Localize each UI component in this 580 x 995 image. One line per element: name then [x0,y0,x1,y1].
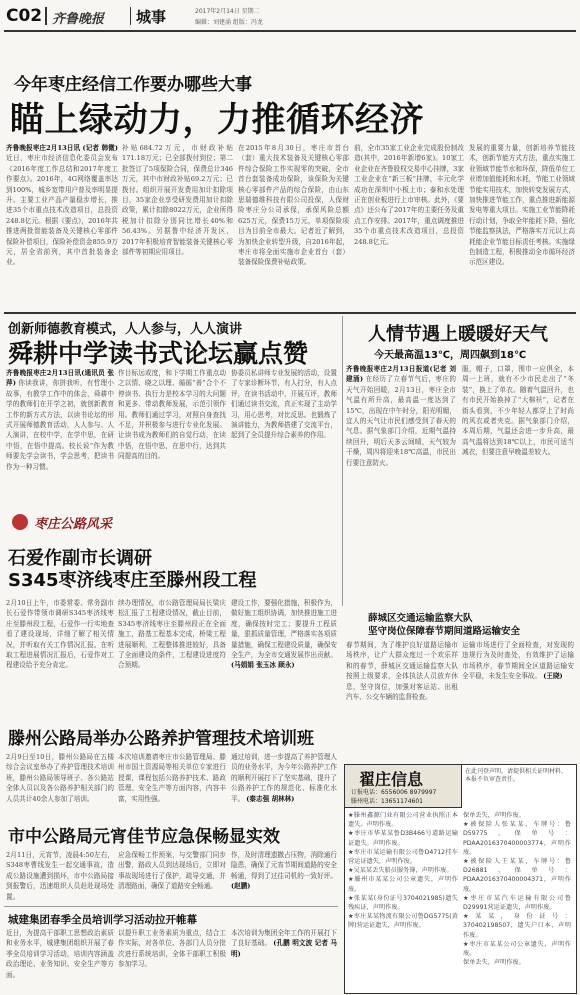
a4-col1: 2月10日上午，市委常委、常务副市长石爱作带领市调研S345枣济线枣庄至滕州段工程，石爱作一行实地查看了建设现场，详细了解了相关情况，并听取有关工作情况汇报。在听取工程进展情况汇报后，石爱作对工程建设给予充分肯定。 [6,599,114,670]
column-divider [342,316,343,606]
section-rule [4,312,576,314]
a8-credit: (王晓) [543,672,563,681]
a8-col2-text: 运输市场进行了全面检查，对发现的违规行为及时查处，有效维护了运输市场秩序，春节期间全区道路运输安全平稳，未发生安全事故。 [462,641,574,681]
a8-headline-line1: 薛城区交通运输监察大队 [368,613,473,624]
classified-phone: 6556006 8979997 [381,789,437,796]
a1-byline: 齐鲁晚报枣庄2月13日讯 (记者 韩微) [6,144,118,152]
a1-col3: 在2015年8月30日，枣庄市首台（套）重大技术装备及关键核心零部件综合保险工作实现零的突破，全市首台套装备成功保险，该保险为关键核心零部件产品的综合保险，由山东思瑞德维科技有限公司投保，人保财险枣庄分公司承保，承保风险总额625万元，保费15万元，单项保险项目为目前全市最大。记者近了解到，为加快企业转型升级，自2016年起，枣庄市将全面实施市企业首台（套）装备保险保费补贴政策。 [238,144,349,267]
a5-col2: 本次培训邀请枣庄市公路管理局、滕州市国土资源局等相关单位专家进行授课，课程包括公路养护技术、路政管理、安全生产等方面内容，内容丰富，实用性强。 [118,753,226,803]
classified-item: ★张某某(身份证号3704021985)遗失残疾证，声明作废。 [348,894,458,912]
classified-item: ★滕州鑫源门业有限公司营业执照正本遗失。声明作废。 [348,812,458,829]
a7-col3 [231,928,337,990]
a1-col1 [6,143,118,308]
a3-col1-text: 在经历了立春节气后，枣庄的天气开始回暖，2月13日，枣庄全市气温有所升高，最高温一度达到了15℃，出现在中午时分，阳光明媚，宜人的天气让市民们感受到了春天的气息。据气象部门介绍，近期气温持续回升，明后天多云间晴，天气较为干燥，周四将迎来18℃高温，市民出行要注意防火。 [346,375,456,467]
classified-item: 保单丢失，声明作废。 [463,959,525,967]
a6-col2: 应急保畅工作预案，与交警部门同步出警，路政人员到达现场后，立即对事故现场进行了保护，疏导交通，并清理路面，确保了道路安全畅通。 [118,851,226,891]
a2-byline: 齐鲁晚报枣庄2月13日讯(通讯员 张萍) [6,369,114,388]
classified-item: ★枣庄某某物流有限公司鲁DG5775(黄牌)营运证遗失，声明作废。 [348,913,458,930]
classified-item: ★被保险人王某某，车牌号：鲁D26881，保单号：PDAA2016370400004371，声明作废。 [463,858,571,893]
a5-col3-text: 通过培训，进一步提高了养护管理人员的业务水平，为今年公路养护工作的顺利开展打下了坚实基础，提升了公路养护工作的规范化、标准化水平。 [231,753,337,803]
a3-col2: 服，帽子，口罩，围巾一应俱全，本周一上班，就有不少市民走出了“冬装”，换上了单衣。随着气温回升，也有市民开始换掉了“大棉袄”，记者在街头看到，不少年轻人都穿上了时尚的风衣或者夹克。据气象部门介绍，本周后期，气温还会进一步升高，最高气温将达到18℃以上，市民可适当减衣，但要注意早晚温差较大。 [462,365,574,457]
a8-col2 [462,640,574,758]
classified-item: ★枣庄市某运输有限公司鲁D4712挂车营运证遗失，声明作废。 [348,848,458,866]
a2-kicker: 创新师德教育模式，人人参与，人人演讲 [8,322,243,337]
classified-item: ★某某，身份证号：370402198507，遗失户口本，声明作废。 [463,913,571,939]
paper-logo: 齐鲁晚报 [52,12,105,27]
a4-headline-line2: S345枣济线枣庄至滕州段工程 [8,570,257,591]
classified-notice: 在此刊登声明，请提供相关证明材料，本报不负审查责任。 [465,768,568,783]
a3-byline: 齐鲁晚报枣庄2月13日报道(记者 刘建涌) [346,365,456,384]
classified-item: ★枣庄市某汽车运输有限公司鲁D29991营运证遗失，声明作废。 [463,894,571,912]
highway-logo [6,510,186,536]
section-rule [4,906,338,907]
a2-col3: 协委员私讲师专业发展的活动，设置了专家诊断环节，有人打分，有人点评，在读书活动中，开展互评，教师们通过读书交流，真正实现了主动学习，用心思考，对比反思。也锻炼了演讲能力，为教师搭建了交流平台，起到了全员提升综合素养的作用。 [231,369,337,440]
logo-text: 枣庄公路风采 [34,517,113,532]
a6-col1: 2月11日，元宵节，凌晨4:50左右，S348枣曹线发生一起交通事故，造成公路设施遭到损坏，市中公路局接到报警后，迅速组织人员赶赴现场处置。 [6,851,114,901]
classified-right-list [463,811,571,989]
a5-headline: 滕州公路局举办公路养护管理技术培训班 [8,729,314,749]
masthead [0,0,580,32]
classified-phone-label: 订报电话： [351,789,382,796]
divider-bar [45,7,47,25]
a1-col5: 发展的重要力量，创新培养节能技术，创新节能方式方法，重点实施工业领域节能节水和环保，降低单位工业增加值能耗和水耗，节能工业领域节能实用技术，加快转变发展方式，加快推进节能工作，重点推进新能源发电等重大项目。实施工业节能降耗行动计划，争取全年能耗下降，强化节能监察执法，严格落实万元以上高耗能企业节能目标责任考核。实施绿色制造工程，积极推动全市循环经济示范区建设。 [469,144,575,267]
a3-subtitle: 今天最高温13℃，周四飙到18℃ [374,350,527,361]
a1-col2: 补贴684.72万元，市财政补贴171.18万元；已全部拨付到位；第二批签订了5项保险合同，保费总计346万元，其中市财政补贴69.2万元；已拨付。组织开展开发费用加计扣除项目，35家企业享受研发费用加计扣除政策，累计扣除8022万元，企业所得税加计扣除分别同比增长40%和56.43%。另据鲁中经济开发区，2017年积极培育智能装备关键核心零部件等初期应用项目。 [122,144,233,257]
issue-date: 2017年2月14日 星期二 [195,8,260,15]
a4-headline-line1: 石爱作副市长调研 [8,548,152,569]
a4-col2: 续办理情况，市公路管理局局长梁庆松汇报了工程建设情况，截止目前，S345枣济线枣庄至滕州段正在全面施工，路基工程基本完成，桥梁工程进展顺利，工程整体推进较好，具备了全面建设的条件，工程建设进度符合预期。 [118,599,226,670]
a7-col2: 以提升职工业务素质为重点，结合工作实际，对各单位、各部门人员分批次进行系统培训，全体干部职工积极参加学习。 [118,929,226,969]
classified-item: ★滕州市某某公司公章遗失，声明作废。 [348,876,458,893]
a2-headline: 舜耕中学读书式论坛赢点赞 [8,339,309,368]
a6-headline: 市中公路局元宵佳节应急保畅显实效 [8,827,280,847]
a7-col3-text: 本次培训为集团全年工作的开展打下了良好基础。 [231,929,337,948]
a4-credit: (马娟娟 张玉冰 顾永) [231,661,295,670]
classified-item: ★枣庄市华某某鲁D3B466号道路运输证遗失。声明作废。 [348,830,458,847]
a5-credit: (秦志强 胡林林) [246,794,295,803]
classified-header [345,765,462,808]
a5-col3 [231,752,337,810]
a1-headline: 瞄上绿动力，力推循环经济 [10,100,424,140]
a7-credit: (孔鹏 明文波 记者 马明) [231,939,337,958]
a1-col4: 前，全市35家工业企业完成股份制改造(其中，2016年新增6家)。10家工业企业在齐鲁股权交易中心挂牌，3家工业企业在“新三板”挂牌，丰元化学成功在深圳中小板上市；泰和水处理正在创业板进行上市审核。此外，《要点》还公布了2017年的主要任务及重点工作安排。2017年，重点调度推进35个市重点技术改造项目，总投资248.8亿元。 [354,144,464,246]
divider-bar [130,7,131,25]
section-title: 城事 [136,8,167,26]
a7-headline: 城建集团春季全员培训学习活动拉开帷幕 [8,914,197,926]
a6-credit: (赵鹏) [231,882,251,891]
wheel-icon [12,514,28,530]
classified-phone2: 滕州电话：13651174601 [351,798,423,805]
a5-col1: 2月9日至10日，滕州公路局在五楼综合会议室举办了养护管理技术培训班，滕州公路局领导班子、各公路站全体人员以及各公路养护相关部门的人员共计40余人参加了培训。 [6,753,114,803]
page-number: C02 [6,6,43,26]
a3-col1 [346,364,456,572]
classified-item: ★吴某某丢失船员服务簿，声明作废。 [348,867,453,875]
a2-col2: 作目标远或度，和下学期工作重点动之以情、晓之以理、循循“善”合个不停读书、执行力是校本学习的大问题和更多、带动教师发展，示范引领作用。教师们通过学习，对照自身查找不足，并积极参与进行专业化发展。让读书成为教师们的自觉行动，在读中悟，在悟中思，在思中行，达到共同提高的目的。 [118,369,226,461]
a2-col1 [6,368,114,500]
a4-col3 [231,598,337,716]
editors: 编辑：刘建涌 组版：冯龙 [195,19,263,26]
a6-col3-text: 作，及时清理遗撒占压物，消除通行隐患，确保了元宵节期间道路的安全畅通，得到了过往司机的一致好评。 [231,851,337,880]
a1-kicker: 今年枣庄经信工作要办哪些大事 [14,75,252,95]
a2-col1-text: 你读我讲，你拼我听，有哲理小故事，有教学工作中的体会，舜耕中学的教师们在开学之初，就创新教育工作的新方式方法，以读书论坛的形式开展师德教育活动，人人参与、人人演讲，在校中学，在学中思，在研中悟，在悟中提高。校长说“作为教师要先学会读书，学会思考，把读书作为一种习惯。 [6,379,114,471]
classified-title: 翟庄信息 [359,770,424,789]
masthead-rule [4,30,576,32]
a4-col3-text: 建设工作，要强化措施，积极作为，做好施工组织协调，加快推进施工进度，确保按时完工；要提升工程质量，狠抓质量管理，严格落实各项质量措施，确保工程建设质量，确保安全生产，为全市交通发展作出贡献。 [231,599,337,660]
a8-col1: 春节期间，为了维护良好道路运输市场秩序，让广大群众度过一个欢乐祥和的春节，薛城区交通运输监察大队按照上级要求，全体执法人员放弃休息，坚守岗位，加强对客运站、出租汽车、公交车辆的监督检查。 [346,641,458,702]
classified-item: ★枣庄市某某公司公章遗失，声明作废。 [463,940,571,958]
classified-item: 保单丢失，声明作废。 [463,812,525,819]
a3-title: 人情节遇上暖暖好天气 [368,324,548,345]
a8-headline-line2: 坚守岗位保障春节期间道路运输安全 [368,626,521,637]
a6-col3 [231,850,337,902]
a1-col1-text: 近日，枣庄市经济信息化委员会发布《2016年度工作总结和2017年度工作要点》。2016年，4G网络覆盖率达到100%，城乡宽带用户普及率明显提升。主要工业产品产量稳步增长，推进35个市重点技术改造项目，总投资248.8亿元。根据《要点》，2016年共推进两批智能装备及关键核心零部件保险补偿项目，保险补偿资金855.9万元，居全省前列，其中首批装备企业。 [6,154,118,267]
classified-left-list [348,811,458,989]
a7-col1: 近日，为提高干部职工思想政治素质和业务水平，城建集团组织开展了春季全员培训学习活动，培训内容涵盖政治理论、业务知识、安全生产等方面。 [6,929,114,979]
classified-box [344,764,577,994]
classified-phone-row [351,787,436,796]
classified-item: ★被保险人张某某，车牌号：鲁D59775，保单号：PDAA2016370400003774，声明作废。 [463,821,571,856]
